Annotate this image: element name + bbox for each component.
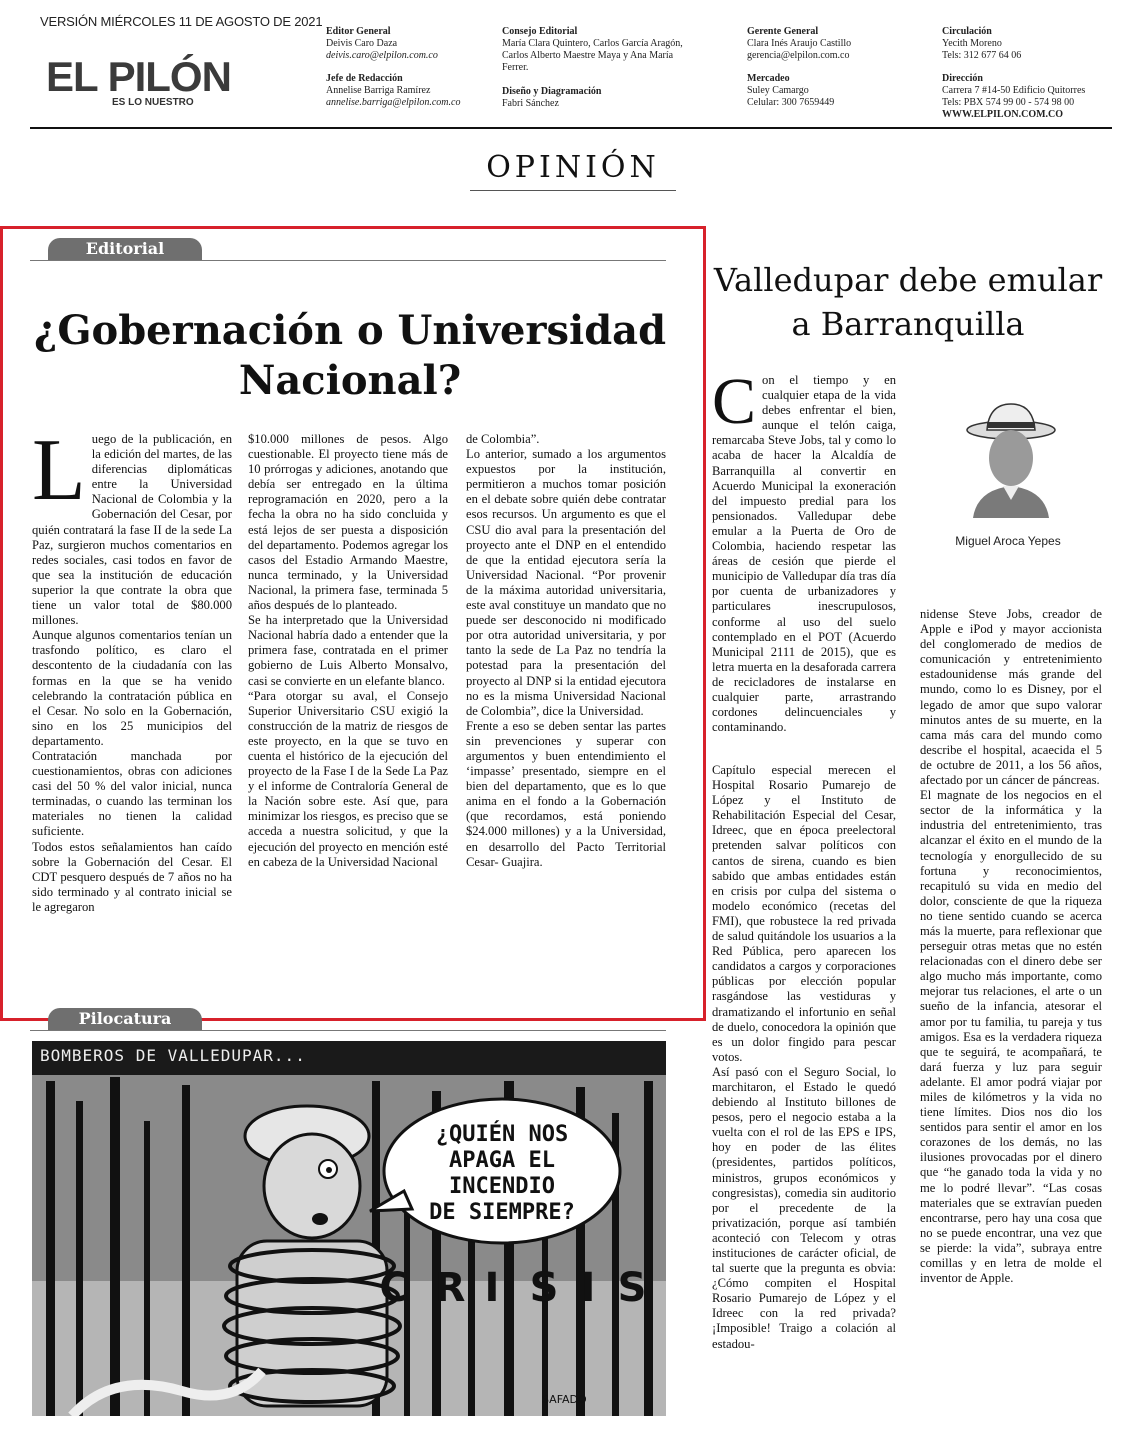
staff-jefe-redaccion: Jefe de Redacción Annelise Barriga Ramírez annelise.barriga@elpilon.com.co bbox=[326, 73, 461, 108]
section-title: OPINIÓN bbox=[486, 150, 660, 185]
author-portrait bbox=[963, 400, 1059, 518]
cartoon-tab: Pilocatura bbox=[48, 1008, 202, 1030]
paragraph: nidense Steve Jobs, creador de Apple e iPod y mayor accionista del conglomerado de medios de comunicación y entretenimiento estadounidense más grande del mundo, como lo es Disney, por el legado de amor que supo valorar minutos antes de su muerte, en la cama más cara del mundo como describe el hospital, acaecida el 5 de octubre de 2011, a los 56 años, afectado por un cáncer de páncreas. bbox=[920, 607, 1102, 788]
editorial-column-2 bbox=[248, 432, 448, 870]
newspaper-logo: EL PILÓN bbox=[46, 53, 231, 100]
paragraph: “Para otorgar su aval, el Consejo Superior Universitario CSU exigió la construcción de la matriz de riesgos de este proyecto, en la que se tuvo en cuenta el histórico de la ejecución del proyecto de la Fase I de la Sede La Paz y el informe de Contraloría General de la Nación sobre este. Así que, para minimizar los riesgos, es preciso que se acceda a nuestra solicitud, y que la ejecución del proyecto en mención esté en cabeza de la Universidad Nacional bbox=[248, 688, 448, 869]
paragraph: Aunque algunos comentarios tenían un trasfondo político, es claro el descontento de la ciudadanía con las formas en la que se ha venido celebrando la contratación pública en el Cesar. No solo en la Gobernación, sino en los 25 municipios del departamento. bbox=[32, 628, 232, 748]
paragraph: Así pasó con el Seguro Social, lo marchitaron, el Estado le quedó debiendo al Instituto billones de pesos, pero el negocio estaba a la vuelta con el rol de las EPS e IPS, hoy en poder de las élites (presidentes, partidos políticos, ministros, grupos económicos y congresistas), comedia sin auditorio por el precedente de la privatización, porque así también aconteció con Telecom y otras instituciones de carácter oficial, de tal suerte que la pregunta es obvia: ¿Cómo compiten el Hospital Rosario Pumarejo de López y el Idreec con la red privada? ¡Imposible! Traigo a colación al estadou- bbox=[712, 1064, 896, 1351]
bubble-line-3: INCENDIO bbox=[449, 1174, 555, 1199]
editorial-tab-rule bbox=[30, 260, 666, 261]
bubble-line-2: APAGA EL bbox=[449, 1148, 555, 1173]
opinion-column-2 bbox=[920, 607, 1102, 1286]
paragraph: Lo anterior, sumado a los argumentos expuestos por la institución, permitieron a muchos tomar posición en el debate sobre quién debe contratar esos recursos. Un argumento es que el CSU dio aval para la presentación del proyecto ante el DNP en el entendido de que la entidad ejecutora sería la Universidad Nacional. “Por provenir de la máxima autoridad universitaria, este aval constituye un mandato que no puede ser desconocido ni modificado por otra autoridad universitaria, y por tanto la sede de La Paz no tendría la potestad para la presentación del proyecto al DNP si la entidad ejecutora no es la misma Universidad Nacional de Colombia”, dice la Universidad. bbox=[466, 447, 666, 718]
bubble-line-4: DE SIEMPRE? bbox=[429, 1200, 575, 1225]
editorial-dropcap: L bbox=[32, 422, 86, 519]
paragraph: Todos estos señalamientos han caído sobre la Gobernación del Cesar. El CDT pesquero después de 7 años no ha sido terminado y al contrato inicial se le agregaron bbox=[32, 839, 232, 914]
staff-gerente: Gerente General Clara Inés Araujo Castillo gerencia@elpilon.com.co bbox=[747, 26, 852, 61]
cartoon-drawing bbox=[32, 1041, 666, 1416]
paragraph: Contratación manchada por cuestionamientos, obras con adiciones casi del 50 % del valor inicial, nunca terminadas, o cuando las terminan los materiales no tienen la calidad suficiente. bbox=[32, 748, 232, 839]
staff-editor-general: Editor General Deivis Caro Daza deivis.caro@elpilon.com.co bbox=[326, 26, 438, 61]
cartoonist-signature: SAFADO bbox=[542, 1393, 587, 1406]
opinion-column-1-top bbox=[712, 365, 896, 735]
crisis-letter: C bbox=[379, 1265, 409, 1311]
editorial-tab: Editorial bbox=[48, 238, 202, 260]
paragraph: $10.000 millones de pesos. Algo cuestionable. El proyecto tiene más de 10 prórrogas y adiciones, anotando que debía ser entregado en la última reprogramación en 2020, pero a la fecha la obra no ha sido concluida y está lejos de ser puesta a disposición del departamento. Podemos agregar los casos del Estadio Armando Maestre, nunca terminado, y la Universidad Nacional, la primera fase, terminada 5 años después de lo planteado. bbox=[248, 432, 448, 613]
staff-consejo-editorial: Consejo Editorial María Clara Quintero, Carlos García Aragón, Carlos Alberto Maestre Maya y Ana María Ferrer. bbox=[502, 26, 683, 73]
opinion-dropcap: C bbox=[712, 365, 757, 438]
paragraph: on el tiempo y en cualquier etapa de la vida debes enfrentar el bien, aunque el telón caiga, remarcaba Steve Jobs, tal y como lo acaba de hacer la Alcaldía de Barranquilla al convertir en Acuerdo Municipal la exoneración del impuesto predial para los pensionados. Valledupar debe emular a la Puerta de Oro de Colombia, haciendo respetar las áreas de cesión que pierde el municipio de Valledupar día tras día por cuenta de urbanizadores y particulares inescrupulosos, conforme al uso del suelo contemplado en el POT (Acuerdo Municipal 2111 de 2015), que es letra muerta en la desaforada carrera de recicladores de instalarse en cualquier parte, arrastrando cordones delincuenciales y contaminando. bbox=[712, 373, 896, 735]
masthead-divider bbox=[30, 127, 1112, 129]
opinion-headline: Valledupar debe emular a Barranquilla bbox=[713, 261, 1103, 343]
section-underline bbox=[470, 190, 676, 191]
paragraph: Capítulo especial merecen el Hospital Rosario Pumarejo de López y el Instituto de Rehabilitación Especial del Cesar, Idreec, que en época preelectoral pretenden salvar políticos con cantos de sirena, cuando es bien sabido que ambas entidades están en crisis por culpa del sistema o modelo económico (recetas del FMI), que robustece la red privada de salud quitándole los usuarios a la Red Pública, pero aparecen los candidatos a cargos y corporaciones públicas por elección popular rasgándose las vestiduras y dramatizando el infortunio en señal de duelo, conocedora la opinión que es un dolor fingido para pescar votos. bbox=[712, 763, 896, 1064]
crisis-letter: I bbox=[580, 1265, 596, 1311]
paragraph: de Colombia”. bbox=[466, 432, 540, 446]
crisis-letter: S bbox=[617, 1265, 647, 1311]
editorial-column-3 bbox=[466, 432, 666, 870]
editorial-column-1 bbox=[32, 422, 232, 915]
staff-mercadeo: Mercadeo Suley Camargo Celular: 300 7659449 bbox=[747, 73, 835, 108]
staff-circulacion: Circulación Yecith Moreno Tels: 312 677 64 06 bbox=[942, 26, 1022, 61]
paragraph: uego de la publicación, en la edición del martes, de las diferencias diplomáticas entre la Universidad Nacional de Colombia y la Gobernación del Cesar, por quién contratará la fase II de la sede La Paz, surgieron muchos comentarios en redes sociales, casi todos en favor de que sea la institución de educación superior la que contrate la obra que tiene un valor total de $80.000 millones. bbox=[32, 432, 232, 628]
crisis-letter: R bbox=[434, 1265, 466, 1311]
paragraph: El magnate de los negocios en el sector de la informática y la industria del entretenimiento, tras alcanzar el éxito en el mundo de la tecnología y enorgullecido de su fortuna y reconocimientos, recapituló su vida en medio del dolor, consciente de que la riqueza no tiene sentido cuando se acerca más la muerte, para reflexionar que perseguir otras metas que no estén relacionadas con el dinero debe ser algo mucho más importante, como mejorar tus relaciones, el arte o un sueño de la infancia, atesorar el amor por tu familia, tu pareja y tus amigos. Esa es la verdadera riqueza que te seguirá, te acompañará, te dará fuerza y luz para seguir adelante. El amor podrá viajar por miles de kilómetros y la vida no tiene límites. Dios nos dio los sentidos para sentir el amor en los corazones de los demás, no las ilusiones provocadas por el dinero que “he ganado toda la vida y no me lo podré llevar”. “Las cosas materiales que se extravían pueden encontrarse, pero hay una cosa que no se puede encontrar, una vez que se pierde: la vida”, subraya entre comillas y en letra de molde el inventor de Apple. bbox=[920, 788, 1102, 1286]
staff-diseno: Diseño y Diagramación Fabri Sánchez bbox=[502, 86, 602, 109]
paragraph: Se ha interpretado que la Universidad Nacional habría dado a entender que la primera fase, contratada en el primer gobierno de Luis Alberto Monsalvo, casi se convierte en un elefante blanco. bbox=[248, 613, 448, 688]
opinion-column-1-bottom bbox=[712, 763, 896, 1352]
author-name: Miguel Aroca Yepes bbox=[955, 534, 1061, 548]
staff-direccion: Dirección Carrera 7 #14-50 Edificio Quitorres Tels: PBX 574 99 00 - 574 98 00 WWW.ELPILON.COM.CO bbox=[942, 73, 1086, 120]
crisis-letter: S bbox=[529, 1265, 559, 1311]
cartoon-tab-rule bbox=[30, 1030, 666, 1031]
newspaper-slogan: ES LO NUESTRO bbox=[112, 97, 194, 108]
paragraph: Frente a eso se deben sentar las partes sin prevenciones y superar con argumentos y buen entendimiento el ‘impasse’ presentado, siempre en el bien del departamento, que es lo que anima en el fondo a la Gobernación (que recordamos, está poniendo $24.000 millones) y a la Universidad, en desarrollo del Pacto Territorial Cesar- Guajira. bbox=[466, 718, 666, 869]
cartoon-illustration bbox=[32, 1041, 666, 1416]
cartoon-caption: BOMBEROS DE VALLEDUPAR... bbox=[40, 1046, 306, 1065]
editorial-headline: ¿Gobernación o Universidad Nacional? bbox=[33, 307, 667, 404]
crisis-letter: I bbox=[484, 1265, 500, 1311]
edition-date: VERSIÓN MIÉRCOLES 11 DE AGOSTO DE 2021 bbox=[40, 14, 323, 29]
bubble-line-1: ¿QUIÉN NOS bbox=[435, 1122, 569, 1147]
